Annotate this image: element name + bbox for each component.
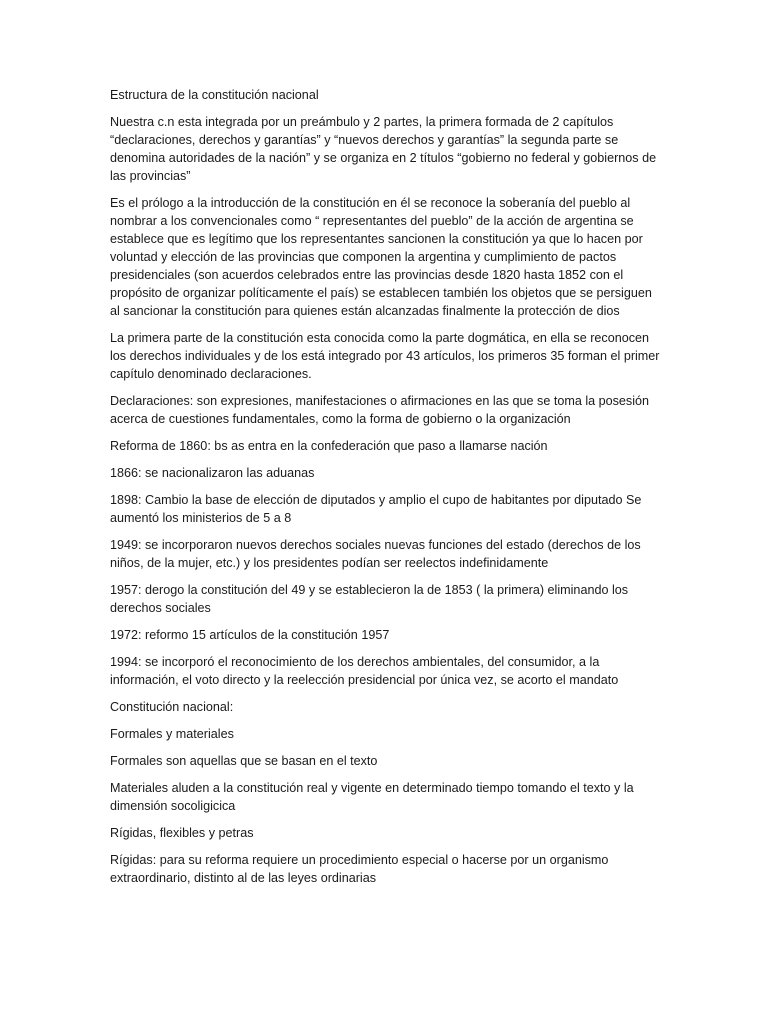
paragraph-reform-1994: 1994: se incorporó el reconocimiento de los derechos ambientales, del consumidor, a la información, el voto directo y la reelección presidencial por única vez, se acorto el mandato [110,655,619,687]
paragraph-reform-1860: Reforma de 1860: bs as entra en la confederación que paso a llamarse nación [110,439,548,453]
paragraph-reform-1898: 1898: Cambio la base de elección de diputados y amplio el cupo de habitantes por diputado Se aumentó los ministerios de 5 a 8 [110,493,642,525]
paragraph-reform-1972: 1972: reformo 15 artículos de la constitución 1957 [110,628,390,642]
paragraph-constitution-heading: Constitución nacional: [110,700,234,714]
paragraph-reform-1957: 1957: derogo la constitución del 49 y se establecieron la de 1853 ( la primera) eliminando los derechos sociales [110,583,629,615]
paragraph-declarations: Declaraciones: son expresiones, manifestaciones o afirmaciones en las que se toma la posesión acerca de cuestiones fundamentales, como la forma de gobierno o la organización [110,394,650,426]
paragraph-material-definition: Materiales aluden a la constitución real y vigente en determinado tiempo tomando el texto y la dimensión socoligicica [110,781,634,813]
paragraph-rigid-definition: Rígidas: para su reforma requiere un procedimiento especial o hacerse por un organismo extraordinario, distinto al de las leyes ordinarias [110,853,609,885]
paragraph-reform-1949: 1949: se incorporaron nuevos derechos sociales nuevas funciones del estado (derechos de los niños, de la mujer, etc.) y los presidentes podían ser reelectos indefinidamente [110,538,641,570]
document-title: Estructura de la constitución nacional [110,88,319,102]
paragraph-preamble: Es el prólogo a la introducción de la constitución en él se reconoce la soberanía del pueblo al nombrar a los convencionales como “ representantes del pueblo” de la acción de argentina se establece que es legítimo que los representantes sancionen la constitución ya que lo hacen por voluntad y elección de las provincias que componen la argentina y cumplimiento de pactos presidenciales (son acuerdos celebrados entre las provincias desde 1820 hasta 1852 con el propósito de organizar políticamente el país) se establecen también los objetos que se persiguen al sancionar la constitución para quienes están alcanzadas finalmente la protección de dios [110,196,652,318]
paragraph-reform-1866: 1866: se nacionalizaron las aduanas [110,466,315,480]
paragraph-formal-material: Formales y materiales [110,727,234,741]
paragraph-dogmatic-part: La primera parte de la constitución esta conocida como la parte dogmática, en ella se reconocen los derechos individuales y de los está integrado por 43 artículos, los primeros 35 forman el primer capítulo denominado declaraciones. [110,331,660,381]
document-body [110,86,662,896]
paragraph-rigid-flexible: Rígidas, flexibles y petras [110,826,254,840]
paragraph-structure: Nuestra c.n esta integrada por un preámbulo y 2 partes, la primera formada de 2 capítulos “declaraciones, derechos y garantías” y “nuevos derechos y garantías” la segunda parte se denomina autoridades de la nación” y se organiza en 2 títulos “gobierno no federal y gobiernos de las provincias” [110,115,657,183]
paragraph-formal-definition: Formales son aquellas que se basan en el texto [110,754,378,768]
